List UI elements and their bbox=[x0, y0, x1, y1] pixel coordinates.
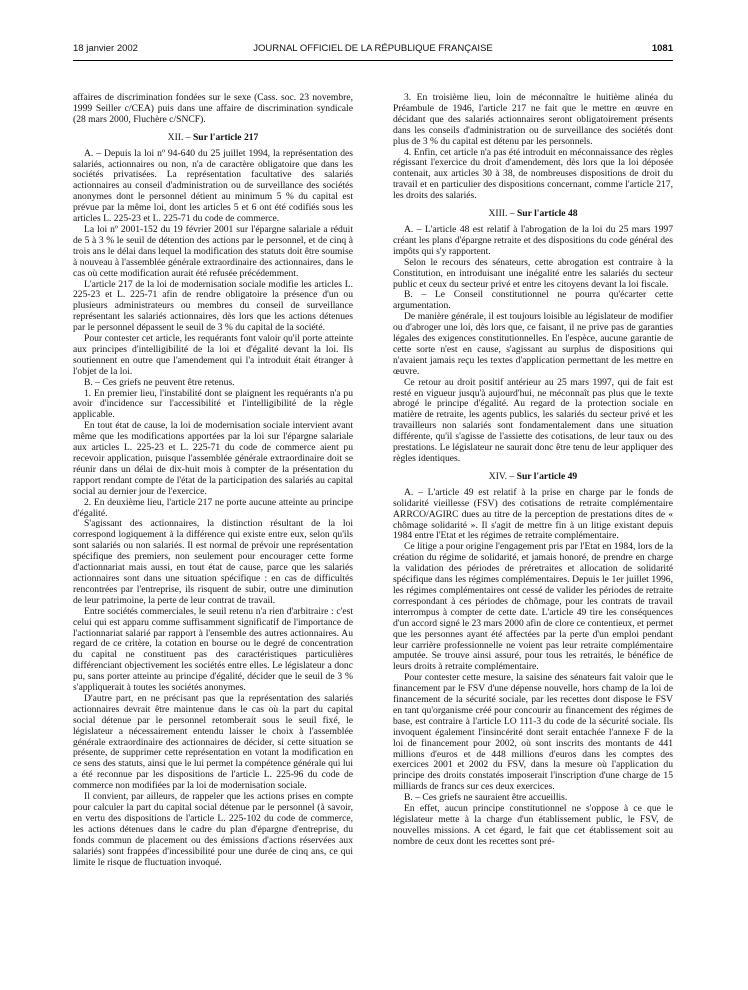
section-heading-xii bbox=[73, 133, 353, 144]
paragraph: Il convient, par ailleurs, de rappeler que les actions prises en compte pour calculer la part du capital social détenue par le personnel (à savoir, en vertu des dispositions de l'article L. 225-102 du code de commerce, les actions détenues dans le cadre du plan d'épargne d'entreprise, du fonds commun de placement ou des émissions d'actions réservées aux salariés) sont frappées d'incessibilité pour une durée de cinq ans, ce qui limite le risque de fluctuation invoqué. bbox=[73, 791, 353, 868]
paragraph: 4. Enfin, cet article n'a pas été introduit en méconnaissance des règles régissant l'exercice du droit d'amendement, dès lors que la loi déposée contenait, aux articles 30 à 38, de nombreuses dispositions de droit du travail et en particulier des dispositions concernant, comme l'article 217, les droits des salariés. bbox=[393, 146, 673, 202]
paragraph: A. – L'article 49 est relatif à la prise en charge par le fonds de solidarité vieillesse (FSV) des cotisations de retraite complémentaire ARRCO/AGIRC dues au titre de la perception de prestations dites de « chômage solidarité ». Il s'agit de mettre fin à un litige existant depuis 1984 entre l'Etat et les régimes de retraite complémentaire. bbox=[393, 486, 673, 542]
paragraph: Ce retour au droit positif antérieur au 25 mars 1997, qui de fait est resté en vigueur jusqu'à aujourd'hui, ne méconnaît pas plus que le texte abrogé le principe d'égalité. Au regard de la protection sociale en matière de retraite, les agents publics, les salariés du secteur privé et les travailleurs non salariés sont fondamentalement dans une situation différente, qu'il s'agisse de l'assiette des cotisations, de leur taux ou des prestations. Le législateur ne saurait donc être tenu de leur appliquer des règles identiques. bbox=[393, 376, 673, 464]
journal-title: JOURNAL OFFICIEL DE LA RÉPUBLIQUE FRANÇAISE bbox=[253, 43, 493, 54]
paragraph: affaires de discrimination fondées sur le sexe (Cass. soc. 23 novembre, 1999 Seiller c/CEA) puis dans une affaire de discrimination syndicale (28 mars 2000, Fluchère c/SNCF). bbox=[73, 92, 353, 125]
section-title: Sur l'article 49 bbox=[516, 470, 578, 482]
paragraph: S'agissant des actionnaires, la distinction résultant de la loi correspond logiquement à la différence qui existe entre eux, selon qu'ils sont salariés ou non salariés. Il est normal de prévoir une représentation spécifique des premiers, non seulement pour encourager cette forme d'actionnariat mais aussi, en tout état de cause, parce que les salariés actionnaires sont dans une situation spécifique : en cas de difficultés rencontrées par l'entreprise, ils risquent de subir, outre une diminution de leur patrimoine, la perte de leur contrat de travail. bbox=[73, 518, 353, 606]
section-heading-xiii bbox=[393, 209, 673, 220]
paragraph: Entre sociétés commerciales, le seuil retenu n'a rien d'arbitraire : c'est celui qui est apparu comme suffisamment significatif de l'importance de l'actionnariat salarié par rapport à l'ensemble des autres actionnaires. Au regard de ce critère, la cotation en bourse ou le degré de concentration du capital ne constituent pas des caractéristiques particulières différenciant objectivement les sociétés entre elles. Le législateur a donc pu, sans porter atteinte au principe d'égalité, décider que le seuil de 3 % s'appliquerait à toutes les sociétés anonymes. bbox=[73, 605, 353, 694]
page-header bbox=[73, 43, 673, 57]
paragraph: Pour contester cet article, les requérants font valoir qu'il porte atteinte aux principes d'intelligibilité de la loi et d'égalité devant la loi. Ils soutiennent en outre que l'amendement qui l'a introduit était étranger à l'objet de la loi. bbox=[73, 333, 353, 377]
paragraph: 3. En troisième lieu, loin de méconnaître le huitième alinéa du Préambule de 1946, l'article 217 ne fait que le mettre en œuvre en décidant que des salariés actionnaires seront obligatoirement présents dans les conseils d'administration ou de surveillance des sociétés dont plus de 3 % du capital est détenu par les personnels. bbox=[393, 92, 673, 147]
paragraph: Selon le recours des sénateurs, cette abrogation est contraire à la Constitution, en introduisant une inégalité entre les salariés du secteur public et ceux du secteur privé et entre les citoyens devant la loi fiscale. bbox=[393, 256, 673, 290]
section-heading-xiv bbox=[393, 472, 673, 483]
paragraph: L'article 217 de la loi de modernisation sociale modifie les articles L. 225-23 et L. 225-71 afin de rendre obligatoire la présence d'un ou plusieurs administrateurs ou membres du conseil de surveillance représentant les salariés actionnaires, dès lors que les actions détenues par le personnel dépassent le seuil de 3 % du capital de la société. bbox=[73, 278, 353, 334]
paragraph: En tout état de cause, la loi de modernisation sociale intervient avant même que les modifications apportées par la loi sur l'épargne salariale aux articles L. 225-23 et L. 225-71 du code de commerce aient pu recevoir application, puisque l'assemblée générale extraordinaire doit se réunir dans un délai de dix-huit mois à compter de la présentation du rapport rendant compte de l'état de la participation des salariés au capital social au dernier jour de l'exercice. bbox=[73, 420, 353, 497]
header-rule bbox=[73, 60, 673, 61]
paragraph: Pour contester cette mesure, la saisine des sénateurs fait valoir que le financement par le FSV d'une dépense nouvelle, hors champ de la loi de financement de la sécurité sociale, par les recettes dont dispose le FSV en tant qu'organisme créé pour concourir au financement des régimes de base, est contraire à l'article LO 111-3 du code de la sécurité sociale. Ils invoquent également l'insincérité dont serait entachée l'annexe F de la loi de financement pour 2002, où sont inscrits des montants de 441 millions d'euros et de 448 millions d'euros dans les comptes des exercices 2001 et 2002 du FSV, dans la mesure où l'application du principe des droits constatés imposerait l'inscription d'une charge de 15 milliards de francs sur ces deux exercices. bbox=[393, 672, 673, 793]
paragraph: B. – Ces griefs ne sauraient être accueillis. bbox=[404, 792, 568, 804]
paragraph: 2. En deuxième lieu, l'article 217 ne porte aucune atteinte au principe d'égalité. bbox=[73, 496, 353, 519]
section-title: Sur l'article 217 bbox=[192, 131, 259, 143]
paragraph: A. – Depuis la loi nº 94-640 du 25 juillet 1994, la représentation des salariés, actionnaires ou non, n'a de caractère obligatoire que dans les sociétés privatisées. La représentation facultative des salariés actionnaires au conseil d'administration ou de surveillance des sociétés anonymes dont le personnel détient au minimum 5 % du capital est prévue par la même loi, dont les articles 5 et 6 ont été codifiés sous les articles L. 225-23 et L. 225-71 du code de commerce. bbox=[73, 147, 353, 225]
page-number: 1081 bbox=[651, 43, 673, 54]
paragraph: B. – Le Conseil constitutionnel ne pourra qu'écarter cette argumentation. bbox=[393, 289, 673, 312]
section-number: XIV. – bbox=[488, 470, 515, 482]
paragraph: Ce litige a pour origine l'engagement pris par l'Etat en 1984, lors de la création du régime de solidarité, et jamais honoré, de prendre en charge la validation des périodes de préretraites et allocation de solidarité spécifique dans les régimes complémentaires. Depuis le 1er juillet 1996, les régimes complémentaires ont cessé de valider les périodes de retraite correspondant à ces périodes de chômage, pour les contrats de travail interrompus à compter de cette date. L'article 49 tire les conséquences d'un accord signé le 23 mars 2000 afin de clore ce contentieux, et permet que les personnes ayant été affectées par la perte d'un emploi pendant leur carrière professionnelle ne voient pas leur retraite complémentaire amputée. Se trouve ainsi assuré, pour tous les retraités, le bénéfice de leurs droits à retraite complémentaire. bbox=[393, 541, 673, 673]
header-date: 18 janvier 2002 bbox=[73, 43, 138, 54]
section-number: XII. – bbox=[167, 131, 191, 143]
section-number: XIII. – bbox=[488, 208, 515, 220]
paragraph: La loi nº 2001-152 du 19 février 2001 sur l'épargne salariale a réduit de 5 à 3 % le seuil de détention des actions par le personnel, et de cinq à trois ans le délai dans lequel la modification des statuts doit être soumise à nouveau à l'assemblée générale extraordinaire des actionnaires, dans le cas où cette modification aurait été refusée précédemment. bbox=[73, 223, 353, 279]
paragraph: D'autre part, en ne précisant pas que la représentation des salariés actionnaires devrait être maintenue dans le cas où la part du capital social détenue par le personnel retomberait sous le seuil fixé, le législateur a nécessairement entendu laisser le choix à l'assemblée générale extraordinaire des actionnaires de décider, si cette situation se présente, de supprimer cette représentation en votant la modification en ce sens des statuts, ainsi que le lui permet la compétence générale qui lui a été reconnue par les dispositions de l'article L. 225-96 du code de commerce non modifiées par la loi de modernisation sociale. bbox=[73, 692, 353, 792]
paragraph: De manière générale, il est toujours loisible au législateur de modifier ou d'abroger une loi, dès lors que, ce faisant, il ne prive pas de garanties légales des exigences constitutionnelles. En l'espèce, aucune garantie de cette sorte n'est en cause, s'agissant au surplus de dispositions qui n'avaient jamais reçu les textes d'application permettant de les mettre en œuvre. bbox=[393, 311, 673, 377]
paragraph: 1. En premier lieu, l'instabilité dont se plaignent les requérants n'a pu avoir d'incidence sur l'accessibilité et l'intelligibilité de la règle applicable. bbox=[73, 387, 353, 421]
paragraph: A. – L'article 48 est relatif à l'abrogation de la loi du 25 mars 1997 créant les plans d'épargne retraite et des dispositions du code général des impôts qui s'y rapportent. bbox=[393, 223, 673, 257]
section-title: Sur l'article 48 bbox=[516, 208, 578, 220]
paragraph: En effet, aucun principe constitutionnel ne s'oppose à ce que le législateur mette à la charge d'un établissement public, le FSV, de nouvelles missions. A cet égard, le fait que cet établissement soit au nombre de ceux dont les recettes sont pré- bbox=[393, 803, 673, 847]
paragraph: B. – Ces griefs ne peuvent être retenus. bbox=[84, 376, 235, 388]
left-column bbox=[73, 93, 353, 868]
right-column bbox=[393, 93, 673, 848]
